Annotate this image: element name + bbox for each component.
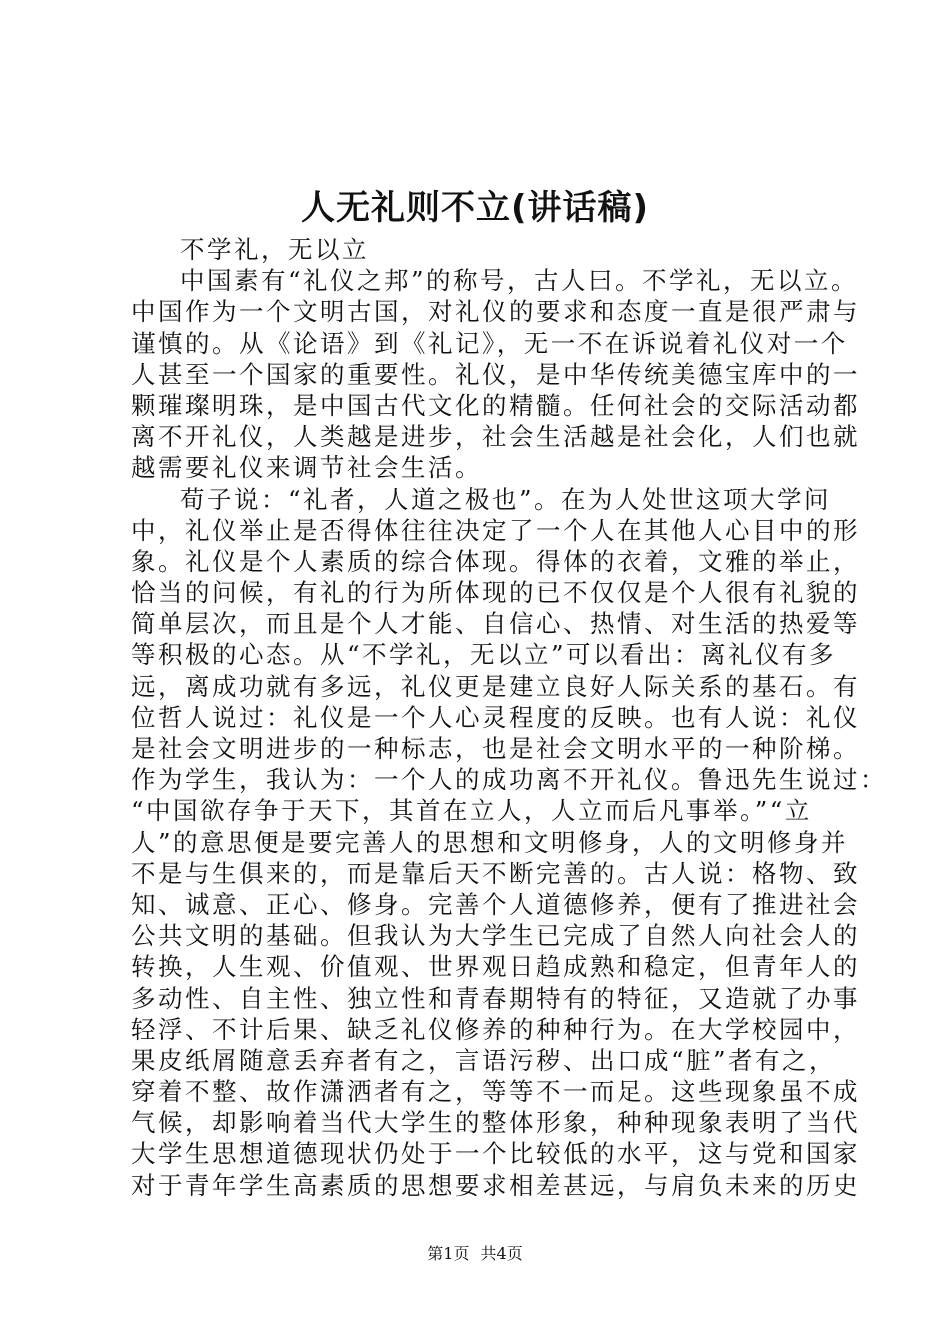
text-line: 公共文明的基础。但我认为大学生已完成了自然人向社会人的	[131, 921, 860, 951]
text-line: 多动性、自主性、独立性和青春期特有的特征，又造就了办事	[131, 983, 860, 1013]
text-line: 气候，却影响着当代大学生的整体形象，种种现象表明了当代	[131, 1108, 860, 1138]
text-line: 谨慎的。从《论语》到《礼记》，无一不在诉说着礼仪对一个	[131, 328, 848, 358]
page-number: 第1页	[427, 1244, 470, 1263]
document-title: 人无礼则不立(讲话稿)	[300, 188, 650, 228]
text-line: 等积极的心态。从“不学礼，无以立”可以看出：离礼仪有多	[131, 640, 837, 670]
text-line: 对于青年学生高素质的思想要求相差甚远，与肩负未来的历史	[131, 1170, 860, 1200]
text-line: 不学礼，无以立	[180, 235, 369, 264]
text-line: 位哲人说过：礼仪是一个人心灵程度的反映。也有人说：礼仪	[131, 702, 860, 732]
text-line: 是社会文明进步的一种标志，也是社会文明水平的一种阶梯。	[131, 734, 860, 763]
text-line: 简单层次，而且是个人才能、自信心、热情、对生活的热爱等	[131, 609, 860, 639]
text-line: 颗璀璨明珠，是中国古代文化的精髓。任何社会的交际活动都	[131, 390, 860, 420]
document-body	[131, 234, 887, 1201]
text-line: 中，礼仪举止是否得体往往决定了一个人在其他人心目中的形	[131, 515, 860, 545]
text-line: 中国素有“礼仪之邦”的称号，古人曰。不学礼，无以立。	[180, 266, 859, 296]
text-line: 果皮纸屑随意丢弃者有之，言语污秽、出口成“脏”者有之，	[131, 1045, 837, 1075]
text-line: “中国欲存争于天下，其首在立人，人立而后凡事举。”“立	[131, 796, 812, 826]
text-line: 穿着不整、故作潇洒者有之，等等不一而足。这些现象虽不成	[131, 1077, 860, 1107]
text-line: 轻浮、不计后果、缺乏礼仪修养的种种行为。在大学校园中，	[131, 1014, 860, 1044]
text-line: 离不开礼仪，人类越是进步，社会生活越是社会化，人们也就	[131, 422, 860, 452]
text-line: 人甚至一个国家的重要性。礼仪，是中华传统美德宝库中的一	[131, 359, 860, 389]
text-line: 人”的意思便是要完善人的思想和文明修身，人的文明修身并	[131, 827, 849, 857]
text-line: 不是与生俱来的，而是靠后天不断完善的。古人说：格物、致	[131, 858, 860, 888]
text-line: 恰当的问候，有礼的行为所体现的已不仅仅是个人很有礼貌的	[131, 578, 860, 608]
text-line: 中国作为一个文明古国，对礼仪的要求和态度一直是很严肃与	[131, 297, 860, 327]
text-line: 知、诚意、正心、修身。完善个人道德修养，便有了推进社会	[131, 889, 860, 919]
text-line: 越需要礼仪来调节社会生活。	[131, 453, 482, 483]
text-line: 象。礼仪是个人素质的综合体现。得体的衣着，文雅的举止，	[131, 546, 860, 576]
page-total: 共4页	[480, 1244, 523, 1263]
text-line: 大学生思想道德现状仍处于一个比较低的水平，这与党和国家	[131, 1139, 860, 1169]
text-line: 转换，人生观、价值观、世界观日趋成熟和稳定，但青年人的	[131, 952, 860, 982]
text-line: 远，离成功就有多远，礼仪更是建立良好人际关系的基石。有	[131, 671, 860, 701]
text-line: 荀子说：“礼者，人道之极也”。在为人处世这项大学问	[180, 484, 832, 514]
text-line: 作为学生，我认为：一个人的成功离不开礼仪。鲁迅先生说过：	[131, 765, 887, 795]
page-footer	[0, 1244, 950, 1264]
